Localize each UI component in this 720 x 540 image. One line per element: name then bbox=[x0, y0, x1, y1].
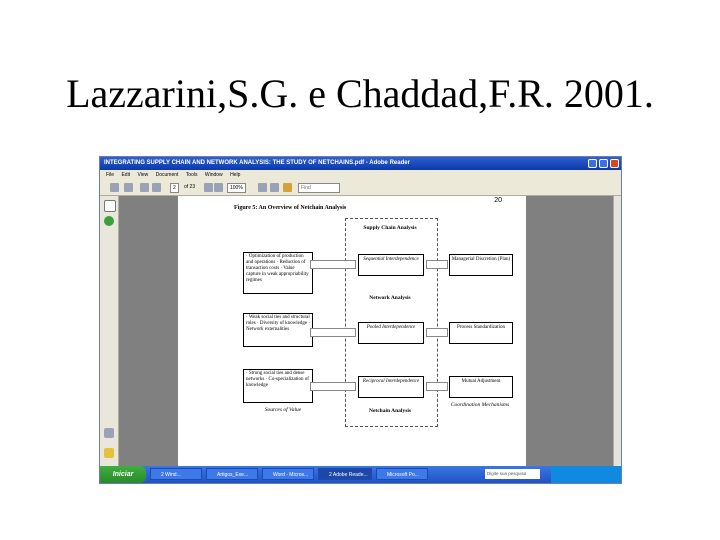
close-button[interactable] bbox=[610, 159, 619, 168]
bookmarks-icon[interactable] bbox=[104, 216, 114, 226]
arrow-right-2 bbox=[426, 328, 448, 337]
figure-caption: Figure 5: An Overview of Netchain Analysis bbox=[234, 205, 347, 211]
arrow-left-3 bbox=[310, 382, 356, 391]
managerial-discretion-box: Managerial Discretion (Plan) bbox=[449, 254, 513, 276]
zoom-out-icon[interactable] bbox=[204, 183, 213, 192]
zoom-in-icon[interactable] bbox=[214, 183, 223, 192]
maximize-button[interactable] bbox=[599, 159, 608, 168]
fit-width-icon[interactable] bbox=[270, 183, 279, 192]
slide-title: Lazzarini,S.G. e Chaddad,F.R. 2001. bbox=[66, 71, 654, 116]
document-page bbox=[178, 196, 526, 466]
page-number-field[interactable]: 2 bbox=[170, 183, 179, 193]
attachments-icon[interactable] bbox=[104, 428, 114, 438]
taskbar-item-3[interactable]: Word - Micros... bbox=[262, 468, 314, 480]
pooled-interdependence-box: Pooled Interdependence bbox=[358, 322, 424, 344]
taskbar-item-5[interactable]: Microsoft Po... bbox=[376, 468, 428, 480]
page-number: 20 bbox=[494, 197, 502, 204]
arrow-left-1 bbox=[310, 260, 356, 269]
page-total: of 23 bbox=[184, 184, 196, 190]
left-box-supply-chain: · Optimization of production and operations · Reduction of transaction costs · Value capture in weak appropriability regimes bbox=[243, 252, 313, 294]
left-box-network: · Weak social ties and structural roles · Diversity of knowledge · Network externalities bbox=[243, 313, 313, 347]
taskbar-item-1[interactable]: 2 Wind... bbox=[150, 468, 202, 480]
menu-bar bbox=[100, 170, 621, 180]
comments-icon[interactable] bbox=[104, 448, 114, 458]
minimize-button[interactable] bbox=[588, 159, 597, 168]
menu-help[interactable]: Help bbox=[230, 172, 241, 178]
taskbar bbox=[100, 466, 621, 483]
find-field[interactable]: Find bbox=[298, 183, 340, 193]
taskbar-item-4[interactable]: 2 Adobe Reade... bbox=[318, 468, 372, 480]
system-tray bbox=[551, 466, 621, 483]
network-analysis-header: Network Analysis bbox=[369, 295, 411, 301]
document-background-left bbox=[119, 196, 178, 466]
reciprocal-interdependence-box: Reciprocal Interdependence bbox=[358, 376, 424, 398]
menu-tools[interactable]: Tools bbox=[185, 172, 198, 178]
process-standardization-box: Process Standardization bbox=[449, 322, 513, 344]
mutual-adjustment-box: Mutual Adjustment bbox=[449, 376, 513, 398]
menu-window[interactable]: Window bbox=[204, 172, 223, 178]
menu-view[interactable]: View bbox=[137, 172, 149, 178]
zoom-field[interactable]: 100% bbox=[227, 183, 246, 193]
supply-chain-header: Supply Chain Analysis bbox=[363, 225, 417, 231]
previous-page-icon[interactable] bbox=[140, 183, 149, 192]
pages-icon[interactable] bbox=[104, 200, 116, 212]
window-titlebar bbox=[100, 157, 621, 170]
sequential-interdependence-box: Sequential Interdependence bbox=[358, 254, 424, 276]
vertical-scrollbar[interactable] bbox=[613, 196, 622, 466]
netchain-analysis-header: Netchain Analysis bbox=[368, 408, 412, 414]
arrow-right-3 bbox=[426, 382, 448, 391]
window-title: INTEGRATING SUPPLY CHAIN AND NETWORK ANALYSIS: THE STUDY OF NETCHAINS.pdf - Adobe Reader bbox=[104, 160, 410, 166]
start-button[interactable]: Iniciar bbox=[100, 466, 146, 483]
comment-icon[interactable] bbox=[283, 183, 292, 192]
taskbar-item-2[interactable]: Artigos_Exe... bbox=[206, 468, 258, 480]
app-screenshot bbox=[99, 156, 622, 484]
sources-of-value-label: Sources of Value bbox=[264, 407, 302, 413]
arrow-right-1 bbox=[426, 260, 448, 269]
menu-document[interactable]: Document bbox=[155, 172, 179, 178]
navigation-pane bbox=[100, 196, 119, 466]
menu-edit[interactable]: Edit bbox=[121, 172, 131, 178]
taskbar-search-field[interactable]: Digite sua pesquisa bbox=[485, 469, 540, 479]
left-box-netchain: · Strong social ties and dense networks · Co-specialization of knowledge bbox=[243, 369, 313, 403]
coordination-mechanisms-label: Coordination Mechanisms bbox=[450, 402, 510, 408]
arrow-left-2 bbox=[310, 328, 356, 337]
fit-page-icon[interactable] bbox=[258, 183, 267, 192]
email-icon[interactable] bbox=[124, 183, 133, 192]
print-icon[interactable] bbox=[110, 183, 119, 192]
menu-file[interactable]: File bbox=[106, 172, 115, 178]
next-page-icon[interactable] bbox=[152, 183, 161, 192]
document-background-right bbox=[526, 196, 613, 466]
toolbar bbox=[100, 180, 621, 196]
